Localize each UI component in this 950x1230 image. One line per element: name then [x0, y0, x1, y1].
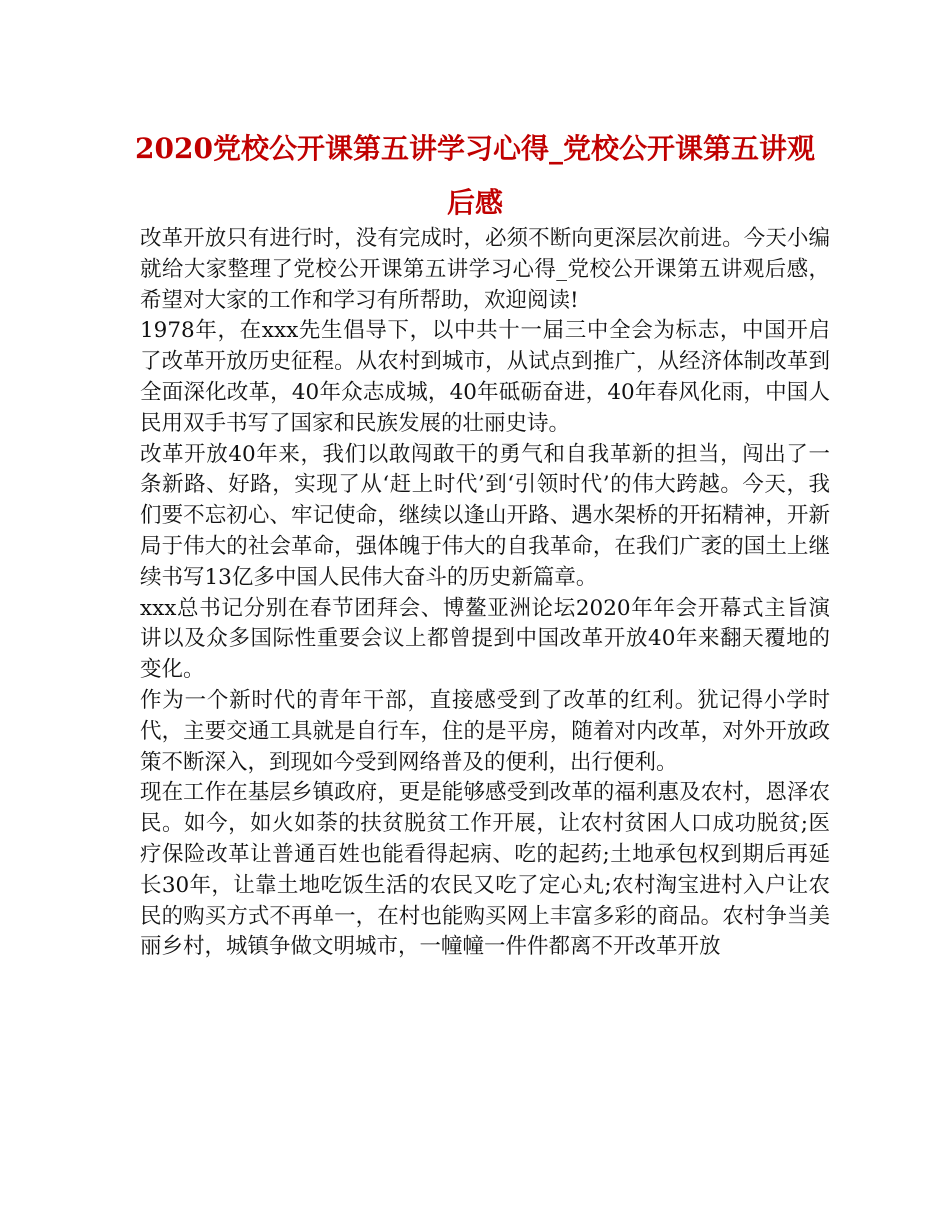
document-title: 2020党校公开课第五讲学习心得_党校公开课第五讲观后感 [135, 132, 815, 219]
paragraph-speeches: xxx总书记分别在春节团拜会、博鳌亚洲论坛2020年年会开幕式主旨演讲以及众多国际性重要会议上都曾提到中国改革开放40年来翻天覆地的变化。 [140, 595, 830, 683]
paragraph-intro: 改革开放只有进行时，没有完成时，必须不断向更深层次前进。今天小编就给大家整理了党校公开课第五讲学习心得_党校公开课第五讲观后感，希望对大家的工作和学习有所帮助，欢迎阅读! [140, 226, 830, 313]
document-body [140, 224, 830, 963]
paragraph-40-years: 改革开放40年来，我们以敢闯敢干的勇气和自我革新的担当，闯出了一条新路、好路，实现了从‘赶上时代’到‘引领时代’的伟大跨越。今天，我们要不忘初心、牢记使命，继续以逢山开路、遇水架桥的开拓精神，开新局于伟大的社会革命，强体魄于伟大的自我革命，在我们广袤的国土上继续书写13亿多中国人民伟大奋斗的历史新篇章。 [140, 441, 830, 590]
paragraph-rural-benefits: 现在工作在基层乡镇政府，更是能够感受到改革的福利惠及农村，恩泽农民。如今，如火如荼的扶贫脱贫工作开展，让农村贫困人口成功脱贫;医疗保险改革让普通百姓也能看得起病、吃的起药;土地承包权到期后再延长30年，让靠土地吃饭生活的农民又吃了定心丸;农村淘宝进村入户让农民的购买方式不再单一，在村也能购买网上丰富多彩的商品。农村争当美丽乡村，城镇争做文明城市，一幢幢一件件都离不开改革开放 [140, 780, 830, 960]
paragraph-young-cadre: 作为一个新时代的青年干部，直接感受到了改革的红利。犹记得小学时代，主要交通工具就是自行车，住的是平房，随着对内改革，对外开放政策不断深入，到现如今受到网络普及的便利，出行便利。 [140, 687, 830, 775]
paragraph-1978-history: 1978年，在xxx先生倡导下，以中共十一届三中全会为标志，中国开启了改革开放历史征程。从农村到城市，从试点到推广，从经济体制改革到全面深化改革，40年众志成城，40年砥砺奋进，40年春风化雨，中国人民用双手书写了国家和民族发展的壮丽史诗。 [140, 318, 830, 436]
